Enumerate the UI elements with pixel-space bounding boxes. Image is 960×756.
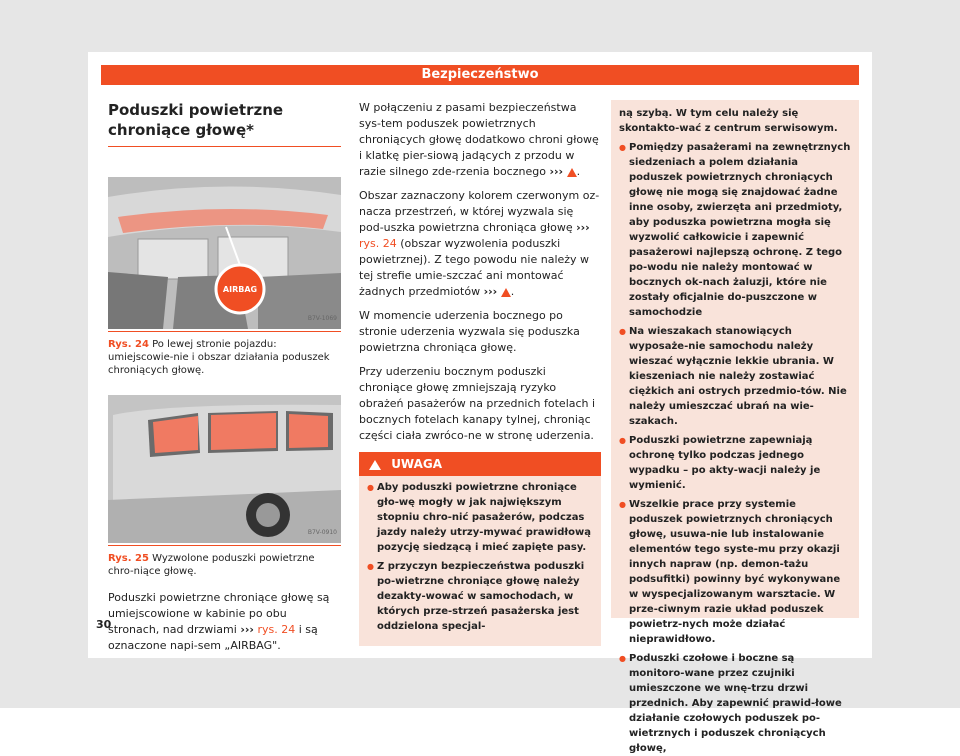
body-paragraph: Obszar zaznaczony kolorem czerwonym oz-nacza przestrzeń, w której wyzwala się pod-uszka powietrzna chroniąca głowę ››› rys. 24 (obszar wyzwolenia poduszki powietrznej). Z tego powodu nie należy w tej strefie umie-szczać ani montować żadnych przedmiotów ››› . — [359, 189, 600, 298]
warning-icon — [369, 460, 381, 470]
warning-triangle-icon[interactable] — [501, 288, 511, 297]
body-paragraph: Przy uderzeniu bocznym poduszki chroniące głowę zmniejszają ryzyko obrażeń pasażerów na przednich fotelach i bocznych fotelach kanapy tylnej, chroniąc części ciała zwróco-ne w stronę uderzenia. — [359, 365, 596, 442]
warning-item: ● Wszelkie prace przy systemie poduszek powietrznych chroniących głowę, usuwa-nie lub instalowanie elementów tego syste-mu przy okazji innych napraw (np. demon-tażu podsufitki) powinny być wykonywane w wyspecjalizowanym warsztacie. W prze-ciwnym razie układ poduszek powietrz-nych może działać nieprawidłowo. — [619, 497, 851, 647]
page-number: 30 — [96, 618, 112, 631]
column-3 — [611, 100, 859, 754]
figure-caption — [108, 545, 341, 578]
figure-airbag-deployed — [108, 395, 341, 543]
figure-ref: Rys. 25 — [108, 553, 149, 564]
paragraph-text: Poduszki powietrzne chroniące głowę są umiejscowione w kabinie po obu stronach, nad drzwiami — [108, 591, 330, 636]
caption-text: Po lewej stronie pojazdu: umiejscowie-nie i obszar działania poduszek chroniących głowę. — [108, 339, 330, 376]
warning-item: ● Poduszki czołowe i boczne są monitoro-wane przez czujniki umieszczone we wnę-trzu drzwi przednich. Aby zapewnić prawid-łowe działanie czołowych poduszek po-wietrznych i poduszek chroniących głowę, — [619, 651, 851, 756]
warning-triangle-icon[interactable] — [567, 168, 577, 177]
car-side-illustration — [108, 395, 341, 543]
car-interior-illustration — [108, 177, 341, 329]
figure-code: B7V-0910 — [307, 529, 337, 536]
warning-body — [359, 476, 601, 642]
warning-item: ● Aby poduszki powietrzne chroniące gło-wę mogły w jak największym stopniu chro-nić pasażerów, podczas jazdy należy utrzy-mywać prawidłową pozycję siedzącą i mieć zapięte pasy. — [367, 480, 593, 555]
warning-header — [359, 452, 601, 476]
caption-text: Wyzwolone poduszki powietrzne chro-niące głowę. — [108, 553, 315, 577]
column-1 — [108, 100, 341, 662]
paragraph-text: W połączeniu z pasami bezpieczeństwa sys-tem poduszek powietrznych chroniących głowę dodatkowo chroni głowę i klatkę pier-siową jadących z przodu w razie silnego zde-rzenia bocznego — [359, 101, 599, 178]
figure-link[interactable]: rys. 24 — [359, 237, 397, 250]
paragraph-text: i są oznaczone napi-sem „AIRBAG". — [108, 623, 318, 652]
section-header: Bezpieczeństwo — [101, 65, 859, 85]
figure-code: B7V-1069 — [307, 315, 337, 322]
reference-arrows: ››› — [240, 623, 254, 636]
warning-continuation — [611, 100, 859, 754]
warning-title: UWAGA — [391, 457, 443, 471]
section-heading: Poduszki powietrzne chroniące głowę* — [108, 100, 341, 147]
warning-item: ● Na wieszakach stanowiących wyposaże-nie samochodu należy wieszać wyłącznie lekkie ubrania. W kieszeniach nie należy zostawiać ciężkich ani ostrych przedmio-tów. Nie należy umieszczać ubrań na wie-szakach. — [619, 324, 851, 429]
body-paragraph: W momencie uderzenia bocznego po stronie uderzenia wyzwala się poduszka powietrzna chroniąca głowę. — [359, 309, 580, 354]
warning-item: ● Z przyczyn bezpieczeństwa poduszki po-wietrzne chroniące głowę należy dezakty-wować w samochodach, w których prze-strzeń pasażerska jest oddzielona specjal- — [367, 559, 593, 634]
figure-link[interactable]: rys. 24 — [257, 623, 296, 636]
reference-arrows: ››› — [549, 165, 564, 178]
paragraph-text: Obszar zaznaczony kolorem czerwonym oz-nacza przestrzeń, w której wyzwala się pod-uszka powietrzna chroniąca głowę — [359, 189, 600, 234]
figure-caption — [108, 331, 341, 377]
body-paragraph — [108, 590, 341, 654]
body-paragraph: W połączeniu z pasami bezpieczeństwa sys-tem poduszek powietrznych chroniących głowę dodatkowo chroni głowę i klatkę pier-siową jadących z przodu w razie silnego zde-rzenia bocznego ››› . — [359, 101, 599, 178]
reference-arrows: ››› — [483, 285, 498, 298]
warning-item: ● Poduszki powietrzne zapewniają ochronę tylko podczas jednego wypadku – po akty-wacji należy je wymienić. — [619, 433, 851, 493]
warning-item: ● Pomiędzy pasażerami na zewnętrznych siedzeniach a polem działania poduszek powietrznych chroniących głowę nie mogą się znajdować żadne inne osoby, zwierzęta ani przedmioty, aby poduszka powietrzna mogła się wyzwolić całkowicie i zapewnić pasażerowi najlepszą ochronę. Z tego po-wodu nie należy montować w bocznych ok-nach żaluzji, które nie zostały oficjalnie do-puszczone w samochodzie — [619, 140, 851, 320]
figure-airbag-location — [108, 177, 341, 329]
reference-arrows: ››› — [576, 221, 590, 234]
column-2 — [359, 100, 601, 646]
warning-text: ną szybą. W tym celu należy się skontakto-wać z centrum serwisowym. — [619, 108, 838, 134]
figure-ref: Rys. 24 — [108, 339, 149, 350]
warning-box — [359, 452, 601, 646]
paragraph-text: (obszar wyzwolenia poduszki powietrznej). Z tego powodu nie należy w tej strefie umie-szczać ani montować żadnych przedmiotów — [359, 237, 590, 298]
airbag-badge-label: AIRBAG — [222, 285, 258, 294]
